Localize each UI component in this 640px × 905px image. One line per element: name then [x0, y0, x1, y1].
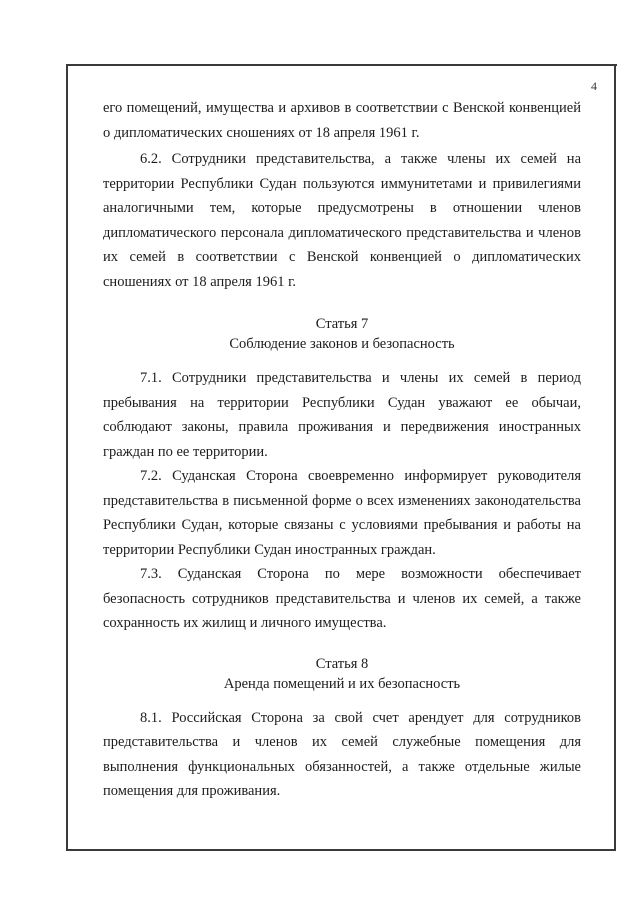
article-7-number: Статья 7	[315, 316, 369, 332]
page-frame-left-border	[66, 64, 68, 851]
page-frame-top-border	[66, 64, 617, 66]
paragraph-7-3: 7.3. Суданская Сторона по мере возможности обеспечивает безопасность сотрудников представительства и членов их семей, а также сохранность их жилищ и личного имущества.	[103, 566, 581, 631]
document-body	[103, 96, 581, 804]
paragraph-6-2: 6.2. Сотрудники представительства, а также члены их семей на территории Республики Судан пользуются иммунитетами и привилегиями аналогичными тем, которые предусмотрены в отношении членов дипломатического персонала дипломатического представительства и членов их семей в соответствии с Венской конвенцией о дипломатических сношениях от 18 апреля 1961 г.	[103, 151, 581, 290]
article-8-heading	[103, 654, 581, 694]
page-number: 4	[591, 79, 597, 93]
intro-paragraph: его помещений, имущества и архивов в соответствии с Венской конвенцией о дипломатических сношениях от 18 апреля 1961 г.	[103, 100, 581, 141]
article-8-title: Аренда помещений и их безопасность	[223, 675, 461, 692]
article-8-number: Статья 8	[315, 655, 369, 672]
paragraph-8-1: 8.1. Российская Сторона за свой счет арендует для сотрудников представительства и членов их семей служебные помещения для выполнения функциональных обязанностей, а также отдельные жилые помещения для проживания.	[103, 709, 581, 799]
page-frame-right-border	[614, 64, 616, 851]
article-7-title: Соблюдение законов и безопасность	[229, 336, 455, 352]
paragraph-7-2: 7.2. Суданская Сторона своевременно информирует руководителя представительства в письменной форме о всех изменениях законодательства Республики Судан, которые связаны с условиями пребывания и работы на территории Республики Судан иностранных граждан.	[103, 468, 581, 558]
paragraph-7-1: 7.1. Сотрудники представительства и члены их семей в период пребывания на территории Республики Судан уважают ее обычаи, соблюдают законы, правила проживания и передвижения иностранных граждан по ее территории.	[103, 370, 581, 460]
page-frame-bottom-border	[66, 849, 616, 851]
article-7-heading	[103, 314, 581, 354]
